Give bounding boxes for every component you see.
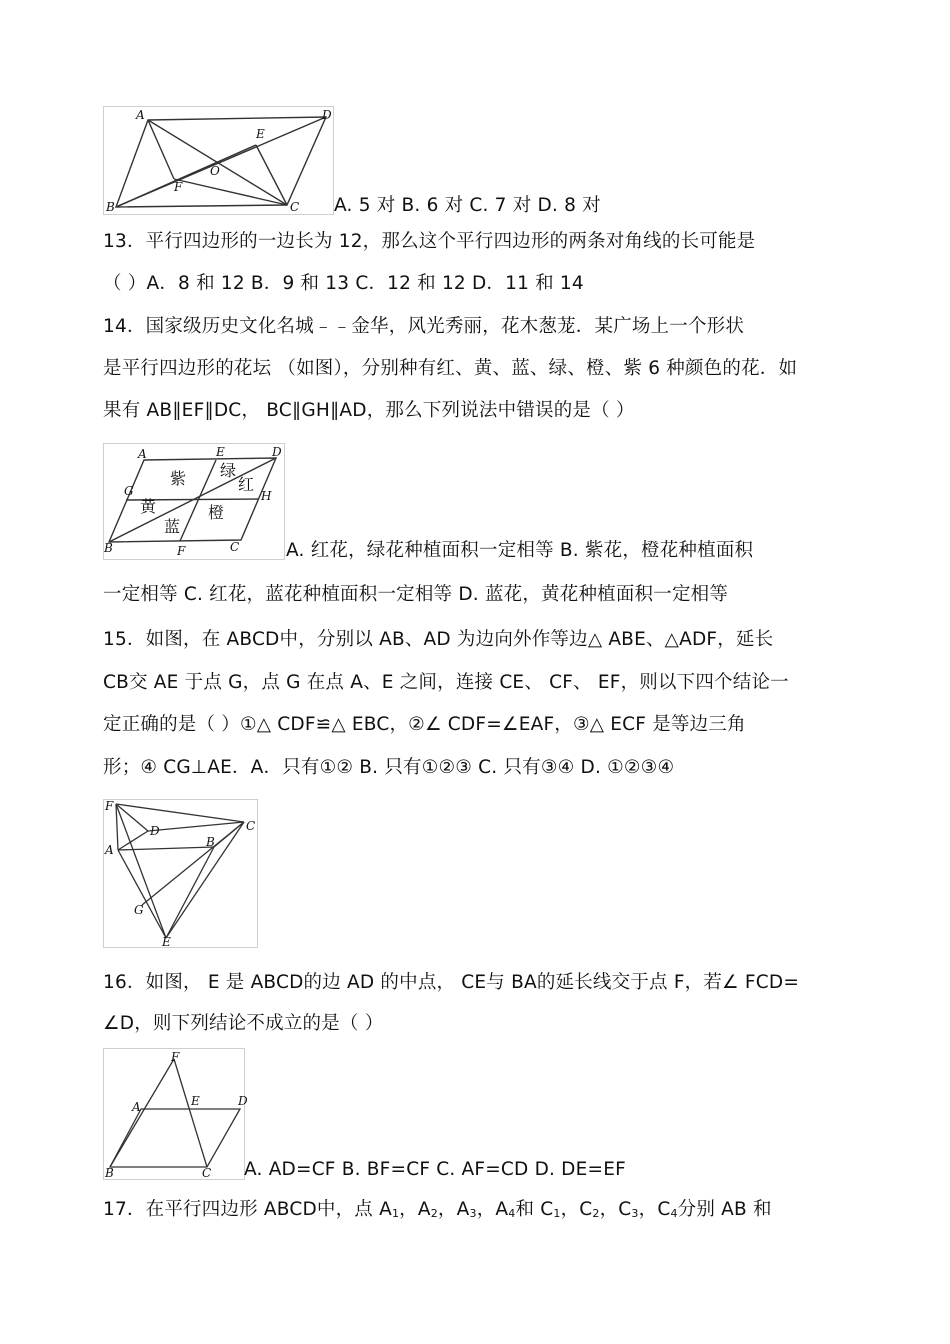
q15-line-4: 形；④ CG⊥AE．A．只有①② B. 只有①②③ C. 只有③④ D. ①②③④	[103, 757, 675, 778]
label-E: E	[216, 445, 225, 459]
region-orange: 橙	[208, 503, 225, 522]
label-C: C	[202, 1166, 212, 1180]
q12-options: A. 5 对 B. 6 对 C. 7 对 D. 8 对	[334, 195, 601, 216]
q17-text: ，A	[476, 1199, 509, 1220]
label-F: F	[174, 180, 183, 194]
subscript: 3	[631, 1207, 639, 1220]
q17-text-pre: 17．在平行四边形 ABCD中，点 A	[103, 1199, 392, 1220]
q17-text-post: 分别 AB 和	[677, 1199, 772, 1220]
q17-text: ，C	[560, 1199, 593, 1220]
q14-line-5: 一定相等 C. 红花，蓝花种植面积一定相等 D. 蓝花，黄花种植面积一定相等	[103, 584, 729, 605]
q15-line-2: CB交 AE 于点 G，点 G 在点 A、E 之间，连接 CE、 CF、 EF，则以下四个结论一	[103, 672, 789, 693]
figure-flower-bed-q14	[103, 443, 285, 560]
label-H: H	[261, 489, 272, 503]
label-A: A	[136, 108, 145, 122]
subscript: 1	[553, 1207, 561, 1220]
q14-option-a: A. 红花，绿花种植面积一定相等 B. 紫花，橙花种植面积	[286, 540, 754, 561]
label-D: D	[322, 108, 332, 122]
figure-parallelogram-q12	[103, 106, 334, 215]
figure-equilateral-q15	[103, 799, 258, 948]
q16-line-2: ∠D，则下列结论不成立的是（ ）	[103, 1013, 384, 1034]
label-F: F	[177, 544, 186, 558]
subscript: 4	[670, 1207, 678, 1220]
q14-line-2: 是平行四边形的花坛 （如图），分别种有红、黄、蓝、绿、橙、紫 6 种颜色的花．如	[103, 358, 798, 379]
subscript: 1	[391, 1207, 400, 1220]
q17-line-1	[103, 1198, 772, 1226]
label-E: E	[162, 935, 171, 949]
q17-text: ，C	[599, 1199, 632, 1220]
region-purple: 紫	[170, 469, 187, 488]
q17-text: ，A	[437, 1199, 470, 1220]
label-G: G	[124, 484, 134, 498]
region-red: 红	[238, 475, 255, 494]
label-E: E	[256, 127, 265, 141]
label-C: C	[230, 540, 240, 554]
label-C: C	[290, 200, 300, 214]
q15-line-3: 定正确的是（ ）①△ CDF≌△ EBC，②∠ CDF=∠EAF，③△ ECF 是等边三角	[103, 714, 746, 735]
label-O: O	[210, 164, 220, 178]
label-D: D	[272, 445, 282, 459]
q16-line-1: 16．如图， E 是 ABCD的边 AD 的中点， CE与 BA的延长线交于点 F，若∠ FCD=	[103, 972, 800, 993]
subscript: 4	[508, 1207, 516, 1220]
label-B: B	[106, 200, 115, 214]
q14-line-1: 14．国家级历史文化名城﹣﹣金华，风光秀丽，花木葱茏．某广场上一个形状	[103, 316, 745, 337]
q17-text: 和 C	[515, 1199, 554, 1220]
label-B: B	[206, 835, 215, 849]
label-E: E	[191, 1094, 200, 1108]
label-D: D	[238, 1094, 248, 1108]
subscript: 3	[469, 1207, 477, 1220]
q13-line-1: 13．平行四边形的一边长为 12，那么这个平行四边形的两条对角线的长可能是	[103, 231, 756, 252]
q14-line-3: 果有 AB∥EF∥DC， BC∥GH∥AD，那么下列说法中错误的是（ ）	[103, 400, 635, 421]
label-D: D	[150, 824, 160, 838]
label-G: G	[134, 903, 144, 917]
q17-text: ，A	[399, 1199, 431, 1220]
label-B: B	[104, 541, 113, 555]
label-A: A	[132, 1100, 141, 1114]
label-A: A	[138, 447, 147, 461]
label-F: F	[171, 1050, 180, 1064]
region-green: 绿	[220, 461, 237, 480]
q17-text: ，C	[638, 1199, 671, 1220]
subscript: 2	[430, 1207, 438, 1220]
label-C: C	[246, 819, 256, 833]
q13-line-2: （ ）A．8 和 12 B．9 和 13 C．12 和 12 D．11 和 14	[103, 273, 584, 294]
q16-options: A. AD=CF B. BF=CF C. AF=CD D. DE=EF	[244, 1159, 626, 1180]
label-F: F	[105, 799, 114, 813]
region-blue: 蓝	[164, 517, 181, 536]
label-A: A	[105, 843, 114, 857]
region-yellow: 黄	[140, 497, 157, 516]
q15-line-1: 15．如图，在 ABCD中，分别以 AB、AD 为边向外作等边△ ABE、△ADF，延长	[103, 629, 774, 650]
subscript: 2	[592, 1207, 600, 1220]
figure-parallelogram-q16	[103, 1048, 248, 1180]
label-B: B	[105, 1166, 114, 1180]
